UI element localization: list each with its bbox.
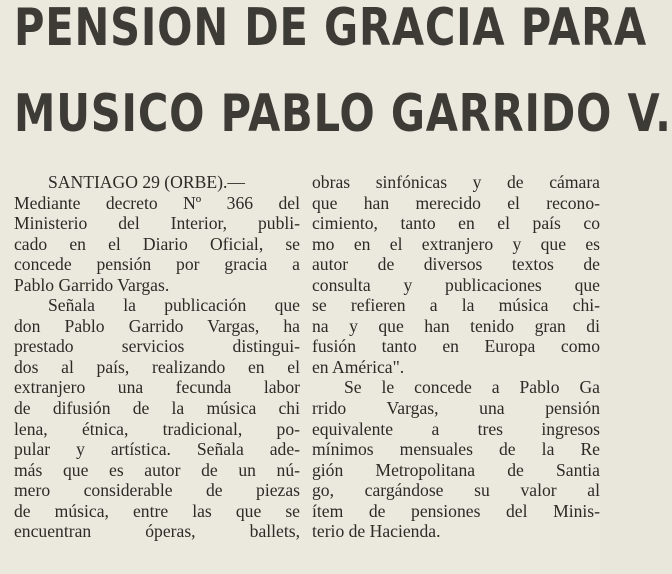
article-column-left [14,172,300,542]
article-text-line: que han merecido el recono- [312,192,600,213]
article-text-line: cimiento, tanto en el país co [312,213,600,234]
article-text-line: cado en el Diario Oficial, se [14,233,300,254]
article-text-line: autor de diversos textos de [312,254,600,275]
article-text-line: SANTIAGO 29 (ORBE).— [48,172,245,192]
article-text-line: rrido Vargas, una pensión [312,398,600,419]
headline-line-1: PENSION DE GRACIA PARA [14,0,648,58]
article-text-line: go, cargándose su valor al [312,480,600,501]
article-text-line: Se le concede a Pablo Ga [344,377,600,398]
article-text-line: na y que han tenido gran di [312,315,600,336]
article-text-line: gión Metropolitana de Santia [312,459,600,480]
article-column-right [312,172,600,542]
article-text-line: Ministerio del Interior, publi- [14,213,300,234]
article-text-line: terio de Hacienda. [312,521,441,542]
article-text-line: mínimos mensuales de la Re [312,439,600,460]
article-text-line: mo en el extranjero y que es [312,233,600,254]
article-text-line: más que es autor de un nú- [14,459,300,480]
article-text-line: de música, entre las que se [14,500,300,521]
article-text-line: concede pensión por gracia a [14,254,300,275]
article-text-line: se refieren a la música chi- [312,295,600,316]
article-text-line: ítem de pensiones del Minis- [312,500,600,521]
article-text-line: don Pablo Garrido Vargas, ha [14,315,300,336]
article-text-line: Pablo Garrido Vargas. [14,274,170,295]
article-text-line: dos al país, realizando en el [14,356,300,377]
article-text-line: Mediante decreto Nº 366 del [14,192,300,213]
article-text-line: fusión tanto en Europa como [312,336,600,357]
article-text-line: de difusión de la música chi [14,398,300,419]
article-text-line: lena, étnica, tradicional, po- [14,418,300,439]
headline-line-2: MUSICO PABLO GARRIDO V. [14,84,672,144]
article-text-line: equivalente a tres ingresos [312,418,600,439]
article-text-line: mero considerable de piezas [14,480,300,501]
article-text-line: pular y artística. Señala ade- [14,439,300,460]
article-text-line: encuentran óperas, ballets, [14,521,300,542]
article-text-line: extranjero una fecunda labor [14,377,300,398]
article-text-line: Señala la publicación que [48,295,300,316]
article-text-line: en América". [312,356,405,377]
article-text-line: obras sinfónicas y de cámara [312,172,600,192]
article-text-line: prestado servicios distingui- [14,336,300,357]
article-text-line: consulta y publicaciones que [312,274,600,295]
